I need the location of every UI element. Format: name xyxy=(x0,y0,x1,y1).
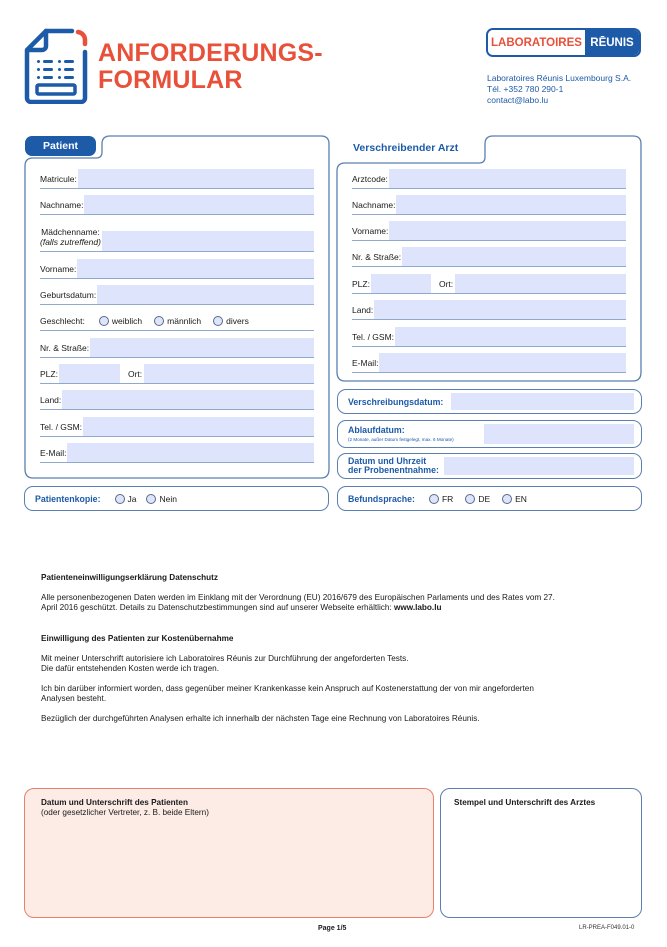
privacy-consent-section xyxy=(41,573,631,613)
privacy-title: Patienteneinwilligungserklärung Datenschutz xyxy=(41,573,218,582)
doctor-nachname-input[interactable] xyxy=(396,195,626,214)
doctor-vorname-input[interactable] xyxy=(389,221,626,240)
patient-nachname-row xyxy=(40,195,314,215)
patient-tel-input[interactable] xyxy=(83,417,314,436)
doctor-signature-box[interactable] xyxy=(440,788,642,918)
patient-vorname-row xyxy=(40,259,314,279)
patient-signature-hint: (oder gesetzlicher Vertreter, z. B. beide Eltern) xyxy=(41,808,209,817)
radio-divers-label: divers xyxy=(226,315,249,326)
email-label: E-Mail: xyxy=(40,447,67,458)
geschlecht-label: Geschlecht: xyxy=(40,315,85,326)
verschreibungsdatum-label: Verschreibungsdatum: xyxy=(348,396,444,407)
tab-patient: Patient xyxy=(25,136,96,156)
patient-copy-label: Patientenkopie: xyxy=(35,493,101,504)
ablaufdatum-panel xyxy=(337,420,642,448)
verschreibungsdatum-input[interactable] xyxy=(451,393,634,410)
verschreibungsdatum-panel xyxy=(337,389,642,414)
probenentnahme-panel xyxy=(337,453,642,479)
contact-block xyxy=(487,73,631,106)
radio-copy-ja[interactable] xyxy=(115,494,137,504)
land-label: Land: xyxy=(40,394,62,405)
patient-plz-input[interactable] xyxy=(59,364,120,383)
radio-circle-icon[interactable] xyxy=(213,316,223,326)
patient-nachname-input[interactable] xyxy=(84,195,314,214)
radio-copy-ja-label: Ja xyxy=(127,493,137,504)
probenentnahme-input[interactable] xyxy=(444,457,634,475)
radio-lang-en-label: EN xyxy=(515,493,527,504)
doctor-signature-title: Stempel und Unterschrift des Arztes xyxy=(454,798,596,807)
patient-maedchenname-row xyxy=(40,222,314,252)
maedchenname-label xyxy=(40,222,102,251)
doctor-arztcode-input[interactable] xyxy=(389,169,626,188)
logo-text-laboratoires: LABORATOIRES xyxy=(488,30,585,55)
company-name: Laboratoires Réunis Luxembourg S.A. xyxy=(487,73,632,83)
patient-matricule-input[interactable] xyxy=(78,169,314,188)
doctor-arztcode-row xyxy=(352,169,626,189)
doctor-plz-ort-row xyxy=(352,274,626,294)
doctor-vorname-row xyxy=(352,221,626,241)
patient-plz-ort-row xyxy=(40,364,314,384)
strasse-label: Nr. & Straße: xyxy=(40,342,90,353)
doctor-tel-input[interactable] xyxy=(395,327,626,346)
doctor-plz-input[interactable] xyxy=(371,274,431,293)
doctor-strasse-input[interactable] xyxy=(402,247,626,266)
patient-matricule-row xyxy=(40,169,314,189)
patient-signature-box[interactable] xyxy=(24,788,434,918)
cost-consent-section xyxy=(41,634,631,724)
doctor-strasse-row xyxy=(352,247,626,267)
cost-paragraph-1-line1: Mit meiner Unterschrift autorisiere ich Laboratoires Réunis zur Durchführung der angeforderten Tests. xyxy=(41,654,409,663)
patient-geschlecht-row xyxy=(40,311,314,331)
patient-tel-row xyxy=(40,417,314,437)
title-line-1: ANFORDERUNGS- xyxy=(98,39,323,67)
patient-geburtsdatum-row xyxy=(40,285,314,305)
doctor-tel-label: Tel. / GSM: xyxy=(352,331,395,342)
radio-circle-icon[interactable] xyxy=(115,494,125,504)
radio-lang-de-label: DE xyxy=(478,493,491,504)
radio-circle-icon[interactable] xyxy=(154,316,164,326)
radio-circle-icon[interactable] xyxy=(146,494,156,504)
doctor-tel-row xyxy=(352,327,626,347)
patient-land-input[interactable] xyxy=(62,390,314,409)
privacy-website-link[interactable]: www.labo.lu xyxy=(394,603,442,612)
patient-geburtsdatum-input[interactable] xyxy=(97,285,314,304)
radio-circle-icon[interactable] xyxy=(502,494,512,504)
nachname-label: Nachname: xyxy=(40,199,84,210)
cost-paragraph-2-line2: Analysen besteht. xyxy=(41,694,107,703)
ort-label: Ort: xyxy=(120,364,144,383)
company-email[interactable]: contact@labo.lu xyxy=(487,95,549,105)
ablaufdatum-label-group xyxy=(338,421,454,442)
arztcode-label: Arztcode: xyxy=(352,173,388,184)
radio-lang-fr-label: FR xyxy=(441,493,454,504)
form-document-icon xyxy=(24,28,88,104)
radio-maennlich[interactable] xyxy=(154,316,201,326)
patient-email-input[interactable] xyxy=(67,443,314,462)
patient-maedchenname-input[interactable] xyxy=(102,231,314,251)
radio-divers[interactable] xyxy=(213,316,249,326)
doctor-nachname-row xyxy=(352,195,626,215)
doctor-land-row xyxy=(352,300,626,320)
page-title xyxy=(98,40,323,94)
patient-copy-panel xyxy=(24,486,329,511)
befundsprache-label: Befundsprache: xyxy=(348,493,415,504)
radio-weiblich[interactable] xyxy=(99,316,142,326)
patient-land-row xyxy=(40,390,314,410)
radio-lang-fr[interactable] xyxy=(429,494,453,504)
patient-email-row xyxy=(40,443,314,463)
privacy-text-line2 xyxy=(41,603,631,613)
company-logo xyxy=(486,28,641,57)
radio-circle-icon[interactable] xyxy=(429,494,439,504)
patient-vorname-input[interactable] xyxy=(77,259,314,278)
ablaufdatum-label: Ablaufdatum: xyxy=(348,425,405,435)
radio-circle-icon[interactable] xyxy=(99,316,109,326)
cost-paragraph-3: Bezüglich der durchgeführten Analysen erhalte ich innerhalb der nächsten Tage eine Rechnung von Laboratoires Réunis. xyxy=(41,714,480,723)
radio-weiblich-label: weiblich xyxy=(111,315,143,326)
tel-label: Tel. / GSM: xyxy=(40,421,83,432)
page-number: Page 1/5 xyxy=(318,925,347,932)
cost-title: Einwilligung des Patienten zur Kostenübernahme xyxy=(41,634,234,643)
document-code: LR-PREA-F049.01-0 xyxy=(579,925,635,931)
privacy-text-line2-text: April 2016 geschützt. Details zu Datenschutzbestimmungen sind auf unserer Webseite erhältlich: xyxy=(41,603,395,612)
patient-signature-title: Datum und Unterschrift des Patienten xyxy=(41,798,188,807)
privacy-text-line1: Alle personenbezogenen Daten werden im Einklang mit der Verordnung (EU) 2016/679 des Europäischen Parlaments und des Rates vom 27. xyxy=(41,593,555,602)
radio-copy-nein[interactable] xyxy=(146,494,176,504)
cost-paragraph-2-line1: Ich bin darüber informiert worden, dass gegenüber meiner Krankenkasse kein Anspruch auf Kostenerstattung der von mir angeforderten xyxy=(41,684,534,693)
doctor-land-input[interactable] xyxy=(374,300,626,319)
matricule-label: Matricule: xyxy=(40,173,77,184)
title-line-2: FORMULAR xyxy=(98,66,243,94)
radio-copy-nein-label: Nein xyxy=(159,493,177,504)
probenentnahme-label-line2: der Probenentnahme: xyxy=(348,465,439,475)
maedchenname-hint: (falls zutreffend) xyxy=(40,236,101,247)
doctor-nachname-label: Nachname: xyxy=(352,199,396,210)
doctor-land-label: Land: xyxy=(352,304,374,315)
doctor-email-input[interactable] xyxy=(379,353,626,372)
doctor-email-label: E-Mail: xyxy=(352,357,379,368)
doctor-ort-label: Ort: xyxy=(431,274,455,293)
patient-strasse-input[interactable] xyxy=(90,338,314,357)
doctor-ort-input[interactable] xyxy=(455,274,626,293)
geburtsdatum-label: Geburtsdatum: xyxy=(40,289,97,300)
plz-label: PLZ: xyxy=(40,368,58,379)
doctor-email-row xyxy=(352,353,626,373)
patient-strasse-row xyxy=(40,338,314,358)
cost-paragraph-1-line2: Die dafür entstehenden Kosten werde ich tragen. xyxy=(41,664,219,673)
maedchenname-label-text: Mädchenname: xyxy=(41,226,100,237)
doctor-plz-label: PLZ: xyxy=(352,278,370,289)
probenentnahme-label xyxy=(338,457,439,476)
radio-maennlich-label: männlich xyxy=(167,315,202,326)
doctor-vorname-label: Vorname: xyxy=(352,225,389,236)
probenentnahme-label-line1: Datum und Uhrzeit xyxy=(348,455,427,466)
doctor-strasse-label: Nr. & Straße: xyxy=(352,251,402,262)
radio-lang-en[interactable] xyxy=(502,494,527,504)
logo-text-reunis: RĒUNIS xyxy=(585,30,639,55)
radio-lang-de[interactable] xyxy=(465,494,490,504)
ablaufdatum-input[interactable] xyxy=(484,424,634,444)
vorname-label: Vorname: xyxy=(40,263,77,274)
tab-verschreibender-arzt: Verschreibender Arzt xyxy=(353,142,459,154)
patient-ort-input[interactable] xyxy=(144,364,314,383)
radio-circle-icon[interactable] xyxy=(465,494,475,504)
befundsprache-panel xyxy=(337,486,642,511)
ablaufdatum-hint: (2 Monate, außer Datum festgelegt, max. 6 Monate) xyxy=(348,437,454,442)
company-phone: Tél. +352 780 290-1 xyxy=(487,84,564,94)
